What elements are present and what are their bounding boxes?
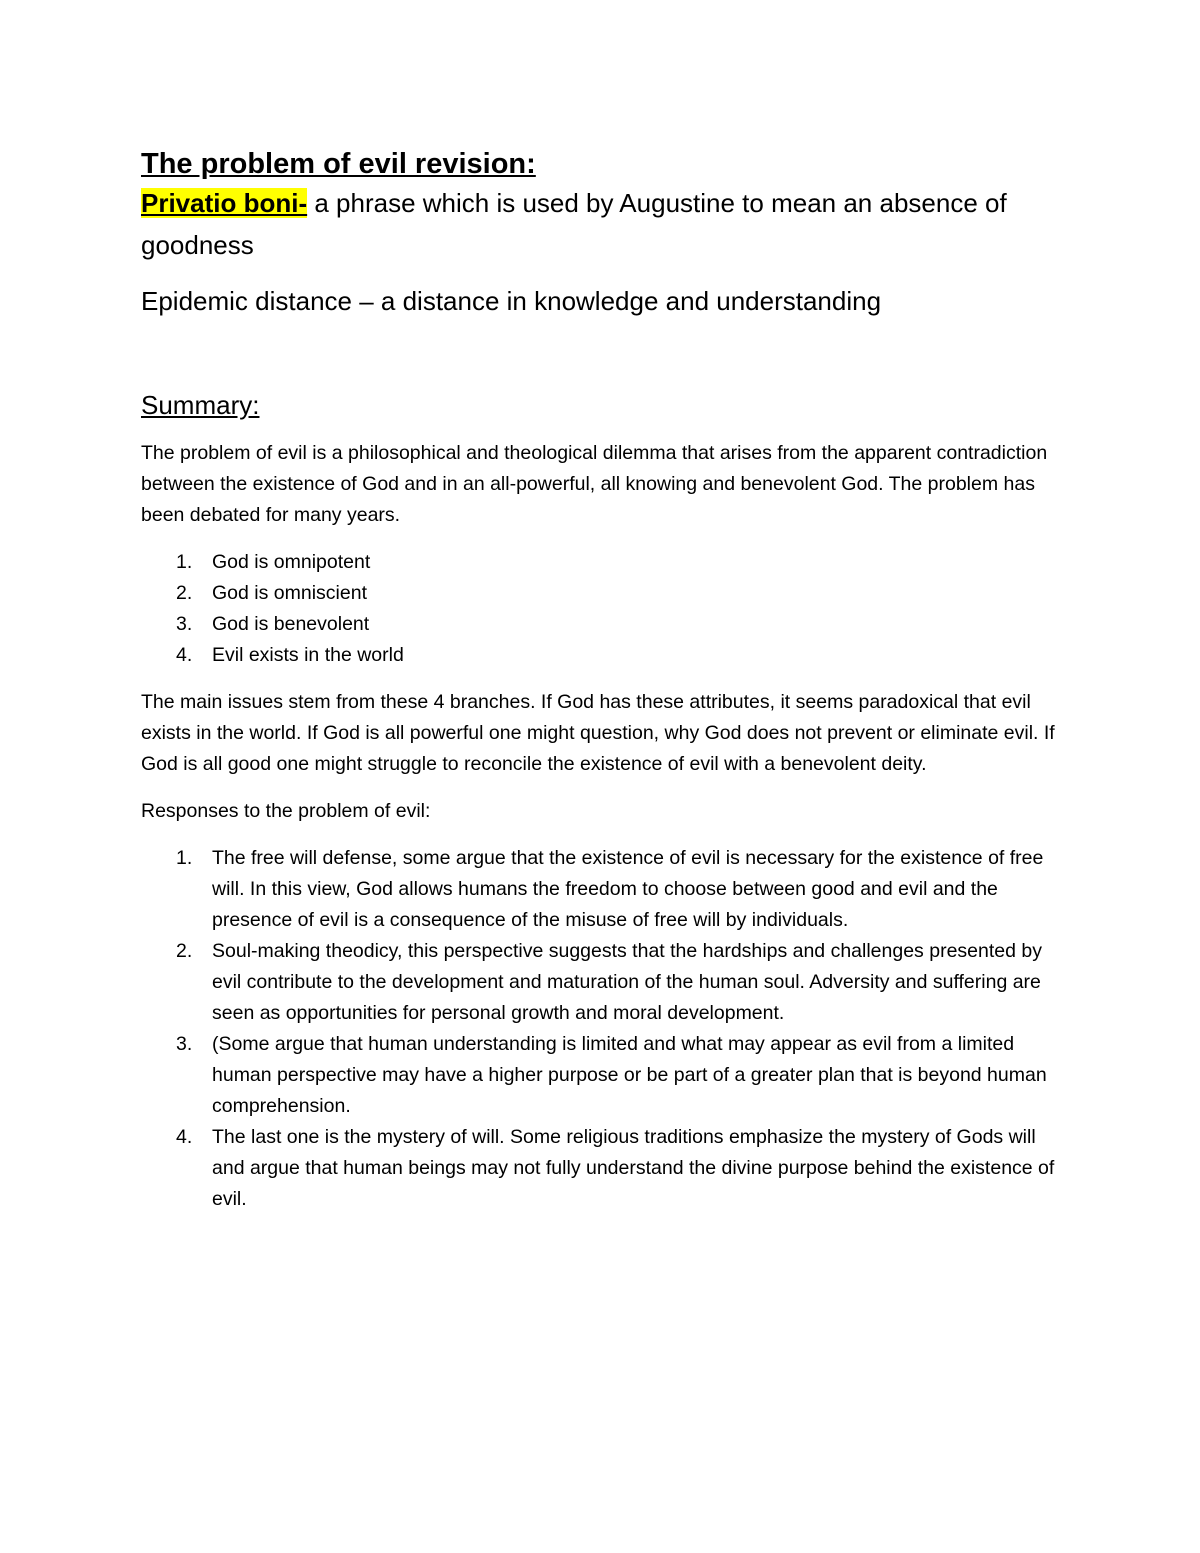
list-item-text: Soul-making theodicy, this perspective suggests that the hardships and challenges presented by evil contribute to the development and maturation of the human soul. Adversity and suffering are seen as opportunities for personal growth and moral development. [212, 940, 1042, 1024]
definition-epidemic-distance: Epidemic distance – a distance in knowledge and understanding [141, 286, 882, 316]
list-number: 2. [176, 940, 193, 962]
list-item [141, 640, 1061, 671]
list-number: 2. [176, 582, 193, 604]
issues-paragraph: The main issues stem from these 4 branches. If God has these attributes, it seems paradoxical that evil exists in the world. If God is all powerful one might question, why God does not prevent or eliminate evil. If God is all good one might struggle to reconcile the existence of evil with a benevolent deity. [141, 691, 1055, 775]
list-item-text: God is omniscient [212, 582, 367, 604]
list-item-text: Evil exists in the world [212, 644, 404, 666]
list-number: 4. [176, 644, 193, 666]
definition-text: a phrase which is used by Augustine to mean an absence of goodness [141, 188, 1007, 260]
document-title: The problem of evil revision: [141, 148, 536, 180]
list-item-text: The free will defense, some argue that the existence of evil is necessary for the existence of free will. In this view, God allows humans the freedom to choose between good and evil and the presence of evil is a consequence of the misuse of free will by individuals. [212, 847, 1044, 931]
intro-paragraph: The problem of evil is a philosophical and theological dilemma that arises from the apparent contradiction between the existence of God and in an all-powerful, all knowing and benevolent God. The problem has been debated for many years. [141, 442, 1048, 526]
list-item [141, 1122, 1061, 1215]
list-item-text: (Some argue that human understanding is limited and what may appear as evil from a limited human perspective may have a higher purpose or be part of a greater plan that is beyond human comprehension. [212, 1033, 1047, 1117]
list-number: 3. [176, 613, 193, 635]
responses-list [141, 843, 1061, 1215]
list-number: 1. [176, 551, 193, 573]
list-item [141, 936, 1061, 1029]
list-item [141, 843, 1061, 936]
responses-heading: Responses to the problem of evil: [141, 800, 431, 822]
attributes-list [141, 547, 1061, 671]
list-item-text: God is omnipotent [212, 551, 371, 573]
list-item [141, 578, 1061, 609]
list-item [141, 547, 1061, 578]
list-item-text: God is benevolent [212, 613, 370, 635]
list-item [141, 609, 1061, 640]
list-number: 3. [176, 1033, 193, 1055]
summary-heading: Summary: [141, 390, 260, 420]
list-number: 4. [176, 1126, 193, 1148]
list-item [141, 1029, 1061, 1122]
definition-term-highlighted: Privatio boni- [141, 188, 308, 218]
document-body [141, 146, 1061, 1215]
definition-privatio-boni [141, 182, 1061, 266]
list-item-text: The last one is the mystery of will. Some religious traditions emphasize the mystery of Gods will and argue that human beings may not fully understand the divine purpose behind the existence of evil. [212, 1126, 1055, 1210]
list-number: 1. [176, 847, 193, 869]
